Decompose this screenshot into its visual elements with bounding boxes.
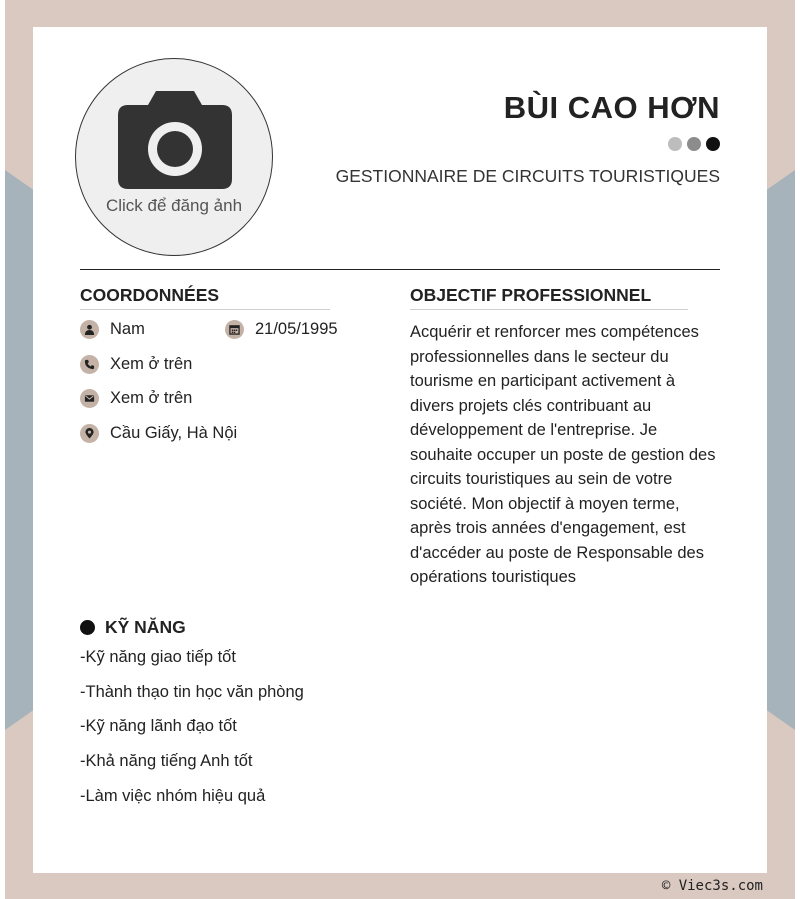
bullet-icon — [80, 620, 95, 635]
phone-value: Xem ở trên — [110, 355, 193, 373]
address-value: Cầu Giấy, Hà Nội — [110, 424, 238, 442]
skill-item: -Kỹ năng lãnh đạo tốt — [80, 717, 237, 735]
decor-dots — [668, 137, 720, 151]
skill-item: -Khả năng tiếng Anh tốt — [80, 752, 253, 770]
skills-heading-label: KỸ NĂNG — [105, 617, 186, 637]
objective-heading: OBJECTIF PROFESSIONNEL — [410, 285, 652, 305]
contact-phone — [80, 355, 192, 374]
gender-value: Nam — [110, 320, 145, 338]
email-value: Xem ở trên — [110, 389, 193, 407]
phone-icon — [80, 355, 99, 374]
contact-heading-underline — [80, 309, 330, 310]
contact-gender — [80, 320, 145, 339]
candidate-name: BÙI CAO HƠN — [503, 90, 720, 125]
dot-dark — [706, 137, 720, 151]
contact-heading: COORDONNÉES — [80, 285, 220, 305]
objective-heading-underline — [410, 309, 688, 310]
map-pin-icon — [80, 424, 99, 443]
photo-upload[interactable] — [75, 58, 273, 256]
skill-item: -Kỹ năng giao tiếp tốt — [80, 648, 236, 666]
dot-light — [668, 137, 682, 151]
contact-email — [80, 389, 192, 408]
header-divider — [80, 269, 720, 270]
job-title: GESTIONNAIRE DE CIRCUITS TOURISTIQUES — [335, 166, 720, 186]
envelope-icon — [80, 389, 99, 408]
skill-item: -Làm việc nhóm hiệu quả — [80, 787, 266, 805]
contact-address — [80, 424, 237, 443]
dot-medium — [687, 137, 701, 151]
skills-heading — [80, 617, 186, 638]
photo-caption: Click để đăng ảnh — [105, 196, 243, 215]
calendar-icon — [225, 320, 244, 339]
person-icon — [80, 320, 99, 339]
birthdate-value: 21/05/1995 — [255, 320, 338, 338]
skill-item: -Thành thạo tin học văn phòng — [80, 683, 304, 701]
camera-icon — [118, 91, 232, 189]
copyright-notice: © Viec3s.com — [661, 878, 763, 894]
contact-birthdate — [225, 320, 338, 339]
objective-text: Acquérir et renforcer mes compétences professionnelles dans le secteur du tourisme en participant activement à divers projets clés contribuant au développement de l'entreprise. Je souhaite occuper un poste de gestion des circuits touristiques au sein de votre société. Mon objectif à moyen terme, après trois années d'engagement, est d'accéder au poste de Responsable des opérations touristiques — [410, 323, 716, 586]
